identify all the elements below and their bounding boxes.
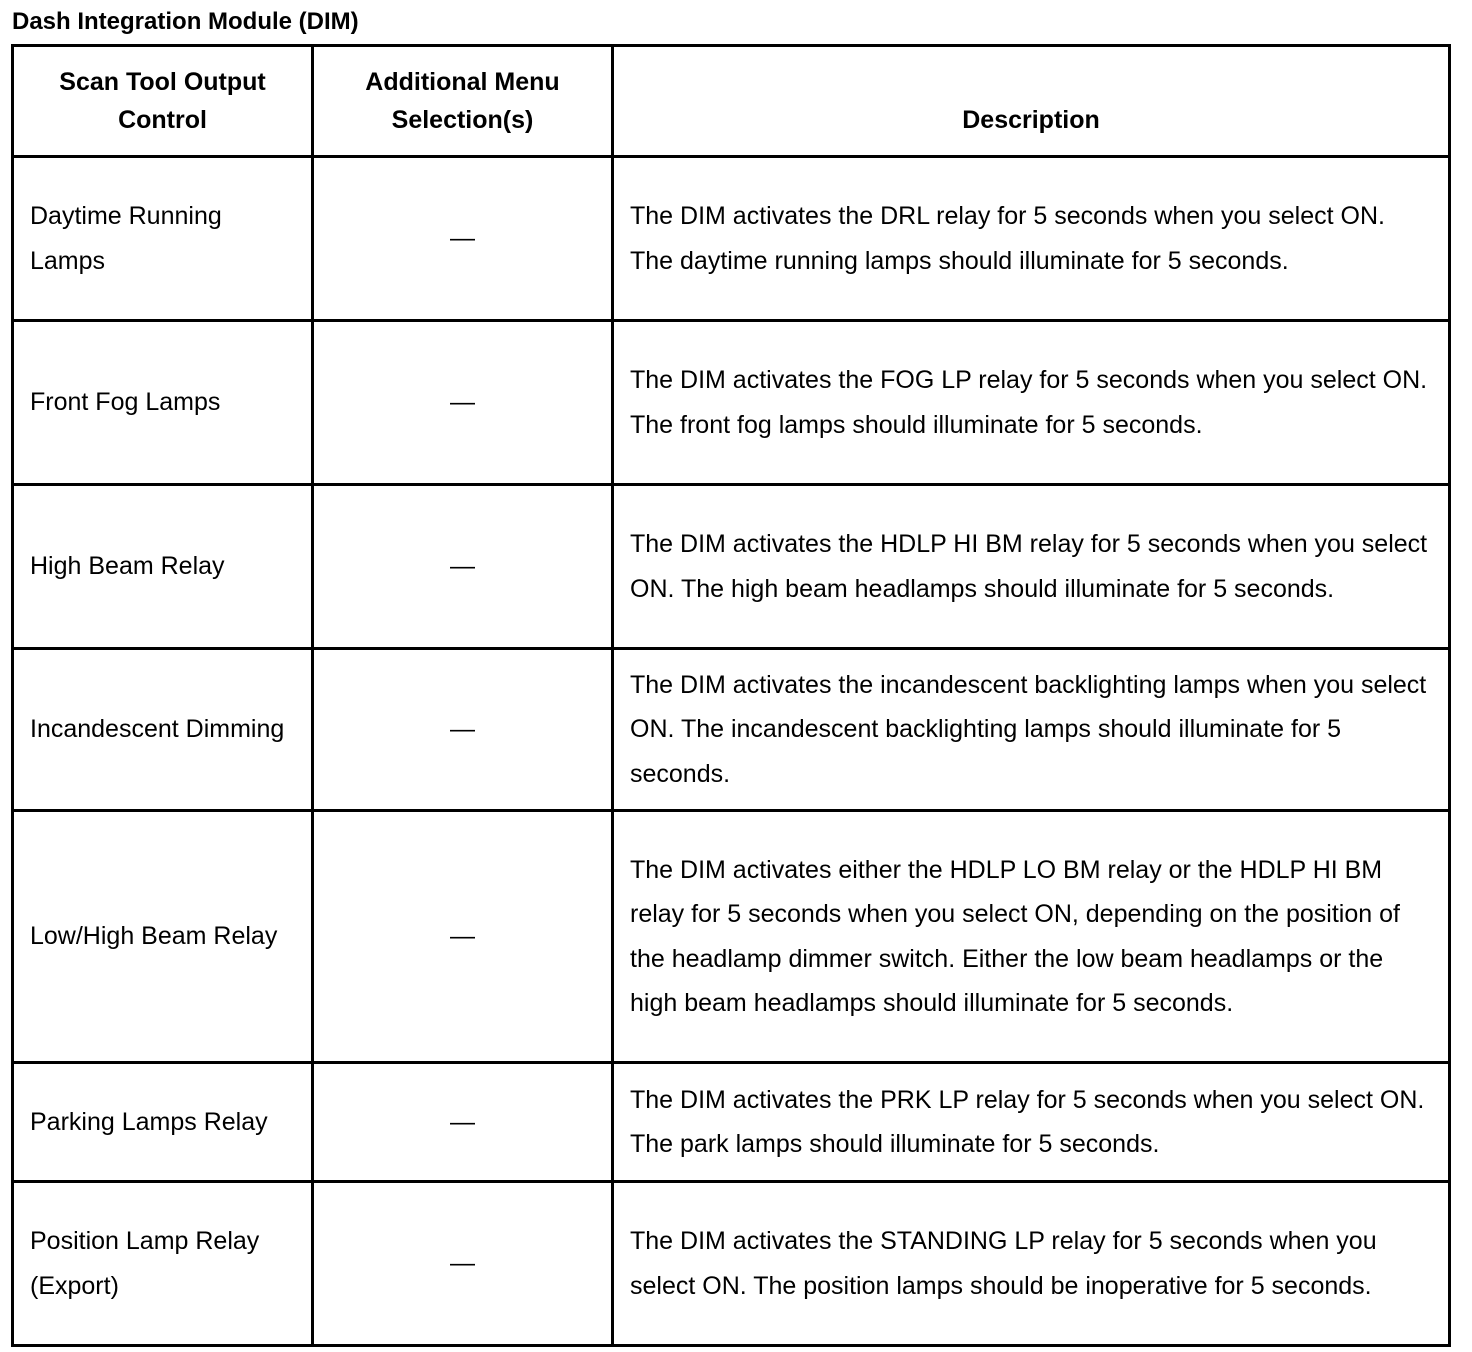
menu-cell: — [313, 1063, 613, 1182]
output-control-table [11, 44, 1451, 1347]
control-cell: Front Fog Lamps [13, 321, 313, 485]
description-cell: The DIM activates the PRK LP relay for 5 seconds when you select ON. The park lamps should illuminate for 5 seconds. [613, 1063, 1450, 1182]
description-cell: The DIM activates the DRL relay for 5 seconds when you select ON. The daytime running lamps should illuminate for 5 seconds. [613, 157, 1450, 321]
description-cell: The DIM activates the FOG LP relay for 5 seconds when you select ON. The front fog lamps should illuminate for 5 seconds. [613, 321, 1450, 485]
control-cell: Incandescent Dimming [13, 649, 313, 811]
header-menu: Additional Menu Selection(s) [313, 46, 613, 157]
table-row [13, 157, 1450, 321]
menu-cell: — [313, 1182, 613, 1346]
control-cell: Parking Lamps Relay [13, 1063, 313, 1182]
control-cell: Position Lamp Relay (Export) [13, 1182, 313, 1346]
table-row [13, 1063, 1450, 1182]
menu-cell: — [313, 649, 613, 811]
document-title: Dash Integration Module (DIM) [12, 8, 359, 35]
table-row [13, 485, 1450, 649]
menu-cell: — [313, 485, 613, 649]
description-cell: The DIM activates the HDLP HI BM relay for 5 seconds when you select ON. The high beam headlamps should illuminate for 5 seconds. [613, 485, 1450, 649]
table-row [13, 321, 1450, 485]
table-row [13, 649, 1450, 811]
table-header-row [13, 46, 1450, 157]
header-description: Description [613, 46, 1450, 157]
menu-cell: — [313, 321, 613, 485]
header-control: Scan Tool Output Control [13, 46, 313, 157]
control-cell: Low/High Beam Relay [13, 811, 313, 1063]
menu-cell: — [313, 157, 613, 321]
table-row [13, 811, 1450, 1063]
menu-cell: — [313, 811, 613, 1063]
control-cell: High Beam Relay [13, 485, 313, 649]
description-cell: The DIM activates the STANDING LP relay for 5 seconds when you select ON. The position lamps should be inoperative for 5 seconds. [613, 1182, 1450, 1346]
description-cell: The DIM activates either the HDLP LO BM relay or the HDLP HI BM relay for 5 seconds when you select ON, depending on the position of the headlamp dimmer switch. Either the low beam headlamps or the high beam headlamps should illuminate for 5 seconds. [613, 811, 1450, 1063]
table-row [13, 1182, 1450, 1346]
description-cell: The DIM activates the incandescent backlighting lamps when you select ON. The incandescent backlighting lamps should illuminate for 5 seconds. [613, 649, 1450, 811]
control-cell: Daytime Running Lamps [13, 157, 313, 321]
